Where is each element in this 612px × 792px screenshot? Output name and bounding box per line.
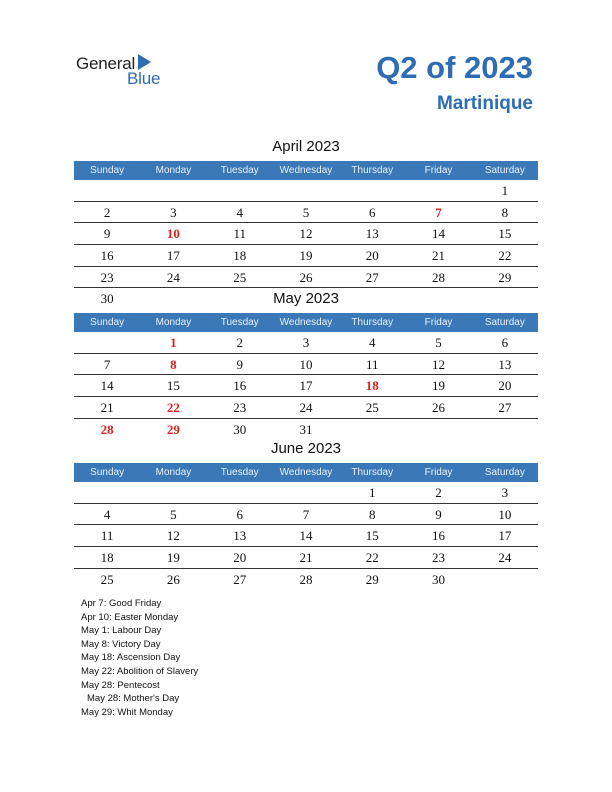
day-cell: 28 [100,421,114,437]
day-cell: 22 [498,248,512,264]
weekday-label: Monday [155,165,192,176]
day-cell: 8 [501,204,509,220]
day-cell: 19 [166,550,180,566]
month-title: June 2023 [270,440,342,457]
week-row [74,375,538,397]
weekday-header [74,463,538,482]
day-cell: 29 [498,269,512,285]
week-row [74,397,538,419]
day-cell: 30 [233,421,247,437]
day-cell: 5 [435,335,442,350]
day-cell [405,419,471,441]
day-cell: 22 [166,400,180,416]
weekday-label: Thursday [351,317,394,328]
weekday-header [74,161,538,180]
day-cell: 4 [236,204,243,220]
day-cell: 24 [498,550,512,566]
weekday-label: Saturday [484,467,525,478]
week-row [74,482,538,504]
day-cell [472,569,538,591]
flag-icon [138,54,151,70]
day-cell: 12 [166,528,180,544]
day-cell [74,482,140,503]
holiday-list [81,597,198,719]
day-cell: 11 [366,356,379,372]
month-title: May 2023 [273,290,339,307]
day-cell: 20 [233,550,247,566]
day-cell: 21 [299,550,313,566]
day-cell: 12 [432,356,446,372]
day-cell: 15 [365,528,379,544]
day-cell: 13 [498,356,512,372]
day-cell: 23 [100,269,114,285]
holiday-note: Apr 7: Good Friday [81,598,162,609]
month-calendar [74,137,538,310]
day-cell: 20 [365,248,379,264]
day-cell [140,180,206,201]
day-cell: 7 [103,356,111,372]
day-cell: 3 [170,204,177,220]
day-cell: 6 [236,506,243,522]
day-cell: 10 [166,226,180,242]
day-cell: 26 [166,571,180,587]
day-cell: 22 [365,550,379,566]
day-cell: 6 [369,204,376,220]
weekday-label: Tuesday [220,165,259,176]
day-cell: 1 [369,485,376,500]
day-cell: 11 [233,226,246,242]
day-cell: 16 [432,528,446,544]
day-cell: 17 [166,248,180,264]
weekday-label: Wednesday [279,467,333,478]
day-cell: 6 [501,335,509,350]
holiday-note: Apr 10: Easter Monday [81,611,179,623]
page-title: Q2 of 2023 [376,50,533,85]
day-cell: 15 [498,226,512,242]
holiday-note: May 28: Mother's Day [87,693,180,705]
day-cell: 26 [299,269,313,285]
day-cell: 18 [100,550,114,566]
day-cell: 5 [170,506,177,522]
weekday-label: Friday [424,317,453,328]
day-cell: 1 [501,183,509,198]
day-cell: 28 [299,571,313,587]
day-cell: 7 [435,204,442,220]
day-cell [273,180,339,201]
weekday-label: Friday [424,165,453,176]
weekday-label: Sunday [90,317,125,328]
holiday-note: May 28: Pentecost [81,679,160,691]
month-calendar [74,439,538,590]
day-cell [273,482,339,503]
weekday-label: Tuesday [220,467,259,478]
weekday-label: Saturday [484,165,525,176]
day-cell: 13 [233,528,247,544]
day-cell: 5 [302,204,310,220]
day-cell: 30 [100,291,114,307]
week-row [74,419,538,441]
day-cell: 14 [432,226,446,242]
week-row [74,245,538,267]
day-cell: 18 [365,378,379,394]
day-cell: 23 [432,550,446,566]
day-cell: 9 [103,226,111,242]
holiday-note: May 1: Labour Day [81,625,162,637]
weekday-label: Sunday [90,165,125,176]
holiday-note: May 18: Ascension Day [81,652,181,664]
day-cell [405,180,471,201]
week-row [74,180,538,202]
day-cell: 3 [302,335,310,350]
day-cell: 8 [369,506,376,522]
day-cell: 29 [166,421,180,437]
day-cell: 26 [432,400,446,416]
day-cell: 3 [501,485,509,500]
day-cell: 9 [236,356,243,372]
weekday-label: Thursday [351,165,394,176]
day-cell: 20 [498,378,512,394]
holiday-note: May 22: Abolition of Slavery [81,665,199,677]
day-cell [140,482,206,503]
day-cell: 31 [299,421,313,437]
week-row [74,547,538,569]
day-cell [472,419,538,441]
day-cell: 27 [233,571,247,587]
day-cell: 21 [100,400,114,416]
day-cell: 27 [498,400,512,416]
day-cell: 25 [233,269,247,285]
day-cell: 13 [365,226,379,242]
day-cell: 18 [233,248,247,264]
day-cell: 9 [435,506,442,522]
weekday-label: Monday [155,317,192,328]
day-cell: 19 [299,248,313,264]
day-cell [74,332,140,353]
holiday-note: May 29: Whit Monday [81,706,173,718]
weekday-label: Thursday [351,467,394,478]
day-cell: 2 [435,485,442,500]
day-cell [207,482,273,503]
weekday-label: Wednesday [279,165,333,176]
day-cell: 15 [166,378,180,394]
day-cell: 17 [498,528,512,544]
day-cell: 14 [299,528,313,544]
weekday-label: Wednesday [279,317,333,328]
week-row [74,525,538,547]
week-row [74,267,538,289]
day-cell: 7 [302,506,310,522]
day-cell: 10 [498,506,512,522]
weekday-label: Saturday [484,317,525,328]
month-calendar [74,289,538,440]
day-cell: 12 [299,226,313,242]
day-cell: 4 [103,506,111,522]
logo-text-blue: Blue [127,69,161,88]
week-row [74,332,538,354]
day-cell: 17 [299,378,313,394]
day-cell: 2 [103,204,111,220]
day-cell: 29 [365,571,379,587]
day-cell: 24 [166,269,180,285]
week-row [74,223,538,245]
logo-text-general: General [76,54,136,73]
month-title: April 2023 [272,138,340,155]
weekday-label: Friday [424,467,453,478]
day-cell: 21 [432,248,446,264]
day-cell: 16 [100,248,114,264]
day-cell [74,180,140,201]
weekday-header [74,313,538,332]
day-cell: 11 [100,528,114,544]
day-cell: 30 [432,571,446,587]
weekday-label: Tuesday [220,317,259,328]
weekday-label: Monday [155,467,192,478]
week-row [74,569,538,591]
day-cell: 8 [170,356,177,372]
week-row [74,202,538,224]
day-cell: 10 [299,356,313,372]
weekday-label: Sunday [90,467,125,478]
day-cell [339,419,405,441]
day-cell: 14 [100,378,114,394]
day-cell: 24 [299,400,313,416]
day-cell [207,180,273,201]
day-cell: 2 [236,335,243,350]
week-row [74,504,538,526]
day-cell [339,180,405,201]
day-cell: 25 [365,400,379,416]
day-cell: 27 [365,269,379,285]
week-row [74,354,538,376]
day-cell: 1 [170,335,177,350]
brand-logo [76,52,176,88]
page-subtitle: Martinique [436,93,533,114]
day-cell: 23 [233,400,247,416]
day-cell: 25 [100,571,114,587]
holiday-note: May 8: Victory Day [81,638,161,650]
day-cell: 16 [233,378,247,394]
day-cell: 28 [432,269,446,285]
day-cell: 4 [369,335,376,350]
day-cell: 19 [432,378,446,394]
